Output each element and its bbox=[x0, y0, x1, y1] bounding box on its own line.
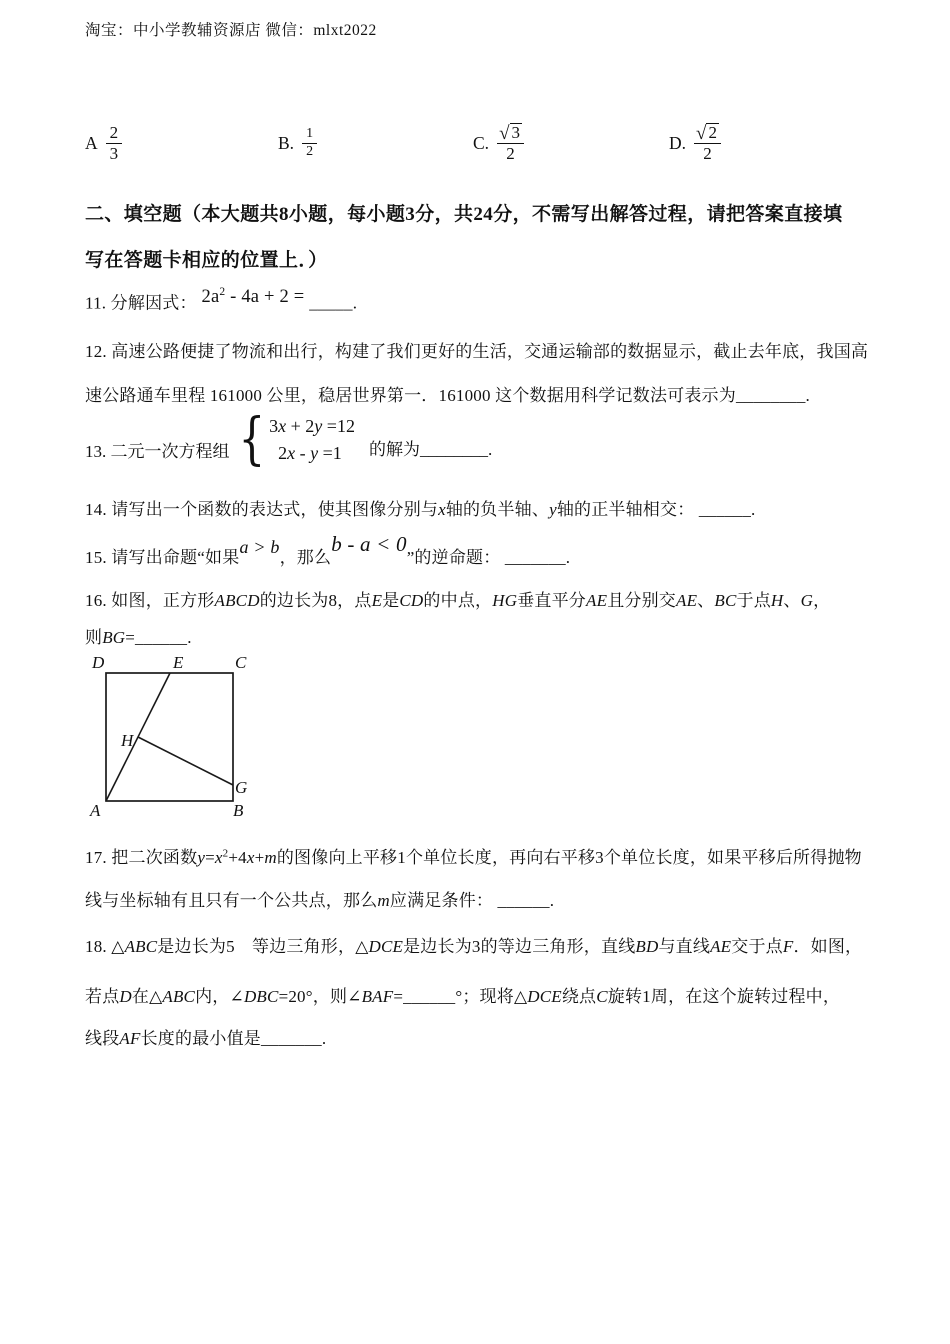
label-H: H bbox=[121, 731, 134, 750]
fraction-sqrt2-over-2 bbox=[694, 123, 721, 163]
text-segment: 的中点， bbox=[423, 591, 493, 610]
question-14 bbox=[85, 499, 756, 520]
math-text: D bbox=[119, 987, 132, 1006]
square-geometry-figure bbox=[85, 653, 270, 823]
math-text: a > b bbox=[239, 537, 280, 557]
text-segment: 是边长为5 等边三角形，△ bbox=[157, 937, 369, 956]
text-segment: ．如图， bbox=[793, 937, 863, 956]
figure-16 bbox=[85, 653, 270, 828]
math-text: AE bbox=[710, 937, 732, 956]
label-C: C bbox=[235, 653, 247, 672]
text-segment: 2 bbox=[219, 286, 226, 298]
text-segment: 是边长为3的等边三角形，直线 bbox=[403, 937, 636, 956]
math-text: E bbox=[371, 591, 383, 610]
header-shop-note: 淘宝：中小学教辅资源店 微信：mlxt2022 bbox=[85, 22, 377, 39]
choice-c bbox=[473, 112, 524, 174]
choice-c-label: C. bbox=[473, 132, 490, 153]
radicand: 2 bbox=[708, 123, 717, 143]
fraction-denominator: 2 bbox=[694, 143, 721, 163]
fraction-numerator bbox=[694, 123, 721, 143]
question-11 bbox=[85, 286, 358, 316]
choice-b bbox=[278, 112, 317, 174]
choice-a bbox=[85, 112, 122, 174]
text-segment: 2 bbox=[222, 847, 229, 860]
math-text: H bbox=[770, 591, 784, 610]
question-12-line-1: 12. 高速公路便捷了物流和出行，构建了我们更好的生活，交通运输部的数据显示，截止去年底，我国高 bbox=[85, 342, 869, 361]
section-2-heading-line-2: 写在答题卡相应的位置上．） bbox=[85, 250, 328, 271]
left-brace: { bbox=[237, 406, 265, 472]
text-segment: + bbox=[254, 848, 265, 867]
text-segment: + 2 bbox=[286, 416, 315, 436]
segment-HG bbox=[138, 737, 233, 785]
question-13 bbox=[85, 408, 492, 472]
math-text: AE bbox=[586, 591, 608, 610]
question-12-line-2: 速公路通车里程 161000 公里，稳居世界第一．161000 这个数据用科学记数法可表示为________. bbox=[85, 386, 810, 405]
text-segment: 的边长为8，点 bbox=[259, 591, 372, 610]
math-text: y bbox=[549, 500, 557, 519]
math-text: x bbox=[287, 443, 296, 463]
math-text: m bbox=[264, 848, 277, 867]
math-text: DCE bbox=[368, 937, 404, 956]
math-text: b - a < 0 bbox=[331, 532, 407, 556]
text-segment: 2a bbox=[196, 286, 220, 307]
text-segment: 18. △ bbox=[85, 937, 125, 956]
text-segment: - 4a + 2 = bbox=[225, 286, 310, 307]
text-segment: = bbox=[205, 848, 215, 867]
text-segment: 则 bbox=[85, 628, 103, 647]
text-segment: 长度的最小值是_______. bbox=[140, 1029, 327, 1048]
text-segment: 、 bbox=[783, 591, 801, 610]
question-15 bbox=[85, 532, 571, 569]
label-G: G bbox=[235, 778, 248, 797]
math-text: BD bbox=[635, 937, 659, 956]
label-B: B bbox=[233, 801, 244, 820]
text-segment: 15. 请写出命题“如果 bbox=[85, 548, 240, 567]
sqrt-icon: √ bbox=[696, 123, 707, 145]
math-text: x bbox=[438, 500, 446, 519]
question-16-line-1 bbox=[85, 590, 830, 611]
question-18-line-1 bbox=[85, 936, 862, 957]
math-text: HG bbox=[492, 591, 518, 610]
fraction-one-half bbox=[302, 127, 317, 159]
label-E: E bbox=[173, 653, 184, 672]
fraction-two-thirds bbox=[106, 124, 123, 163]
text-segment: 3 bbox=[269, 416, 279, 436]
question-13-lead: 13. 二元一次方程组 bbox=[85, 441, 230, 461]
text-segment: 的图像向上平移1个单位长度，再向右平移3个单位长度，如果平移后所得抛物 bbox=[276, 848, 862, 867]
text-segment: 在△ bbox=[131, 987, 163, 1006]
fraction-sqrt3-over-2 bbox=[497, 123, 524, 163]
question-17-line-1 bbox=[85, 847, 862, 868]
math-text: y bbox=[310, 443, 319, 463]
text-segment: +4 bbox=[228, 848, 247, 867]
text-segment: =1 bbox=[318, 443, 342, 463]
math-text: BAF bbox=[361, 987, 394, 1006]
text-segment: 内，∠ bbox=[195, 987, 244, 1006]
text-segment: ”的逆命题： _______. bbox=[406, 548, 571, 567]
fraction-numerator: 2 bbox=[109, 122, 119, 142]
text-segment: =______. bbox=[125, 628, 192, 647]
choice-d bbox=[669, 112, 721, 174]
text-segment: 轴的正半轴相交： ______. bbox=[556, 500, 756, 519]
text-segment: 交于点 bbox=[731, 937, 783, 956]
math-text: AE bbox=[676, 591, 698, 610]
text-segment: 线与坐标轴有且只有一个公共点，那么 bbox=[85, 891, 378, 910]
text-segment: ， bbox=[813, 591, 831, 610]
math-text: G bbox=[800, 591, 814, 610]
text-segment: 14. 请写出一个函数的表达式，使其图像分别与 bbox=[85, 500, 439, 519]
text-segment: 线段 bbox=[85, 1029, 120, 1048]
text-segment: 16. 如图，正方形 bbox=[85, 591, 215, 610]
math-text: F bbox=[782, 937, 794, 956]
choice-a-label: A bbox=[85, 132, 98, 153]
math-text: x bbox=[278, 416, 287, 436]
question-18-line-3 bbox=[85, 1028, 326, 1049]
math-text: x bbox=[246, 848, 255, 867]
text-segment: 、 bbox=[697, 591, 715, 610]
fraction-denominator: 2 bbox=[302, 143, 317, 160]
text-segment: 且分别交 bbox=[607, 591, 676, 610]
text-segment: 2 bbox=[278, 443, 288, 463]
math-text: BG bbox=[102, 628, 126, 647]
text-segment: 11. 分解因式： bbox=[85, 293, 197, 313]
math-text: AF bbox=[119, 1029, 141, 1048]
fraction-denominator: 2 bbox=[497, 143, 524, 163]
question-18-line-2 bbox=[85, 986, 840, 1007]
math-text: C bbox=[596, 987, 608, 1006]
equation-1 bbox=[269, 413, 355, 440]
math-text: ABC bbox=[162, 987, 196, 1006]
text-segment: 17. 把二次函数 bbox=[85, 848, 198, 867]
question-13-tail: 的解为________. bbox=[368, 439, 493, 459]
question-17-line-2 bbox=[85, 890, 554, 911]
text-segment: 是 bbox=[382, 591, 400, 610]
text-segment: 于点 bbox=[736, 591, 771, 610]
text-segment: =20°，则∠ bbox=[278, 987, 362, 1006]
label-A: A bbox=[90, 801, 101, 820]
math-text: m bbox=[377, 891, 390, 910]
section-2-heading-line-1: 二、填空题（本大题共8小题，每小题3分，共24分，不需写出解答过程，请把答案直接填 bbox=[85, 204, 843, 225]
math-text: DBC bbox=[243, 987, 279, 1006]
choice-d-label: D. bbox=[669, 132, 687, 153]
label-D: D bbox=[92, 653, 105, 672]
math-text: x bbox=[214, 848, 223, 867]
text-segment: =12 bbox=[322, 416, 355, 436]
fraction-denominator: 3 bbox=[106, 143, 123, 163]
text-segment: 绕点 bbox=[561, 987, 597, 1006]
math-text: y bbox=[314, 416, 323, 436]
math-text: ABCD bbox=[214, 591, 260, 610]
sqrt-icon: √ bbox=[499, 123, 510, 145]
fraction-numerator bbox=[497, 123, 524, 143]
fraction-numerator: 1 bbox=[306, 125, 314, 141]
choice-b-label: B. bbox=[278, 132, 295, 153]
text-segment: 若点 bbox=[85, 987, 120, 1006]
text-segment: ，那么 bbox=[279, 548, 332, 567]
text-segment: =______°；现将△ bbox=[393, 987, 528, 1006]
math-text: CD bbox=[399, 591, 424, 610]
math-text: DCE bbox=[527, 987, 562, 1006]
text-segment: - bbox=[295, 443, 311, 463]
radicand: 3 bbox=[511, 123, 520, 143]
math-text: ABC bbox=[124, 937, 158, 956]
text-segment: 应满足条件： ______. bbox=[389, 891, 555, 910]
text-segment: 与直线 bbox=[658, 937, 711, 956]
math-text: BC bbox=[714, 591, 737, 610]
equation-system bbox=[269, 413, 355, 467]
equation-2 bbox=[269, 440, 355, 467]
math-text: y bbox=[197, 848, 206, 867]
question-16-line-2 bbox=[85, 627, 192, 648]
text-segment: 旋转1周，在这个旋转过程中， bbox=[607, 987, 841, 1006]
text-segment: 垂直平分 bbox=[517, 591, 587, 610]
text-segment: 轴的负半轴、 bbox=[445, 500, 550, 519]
text-segment: _____. bbox=[309, 293, 358, 313]
